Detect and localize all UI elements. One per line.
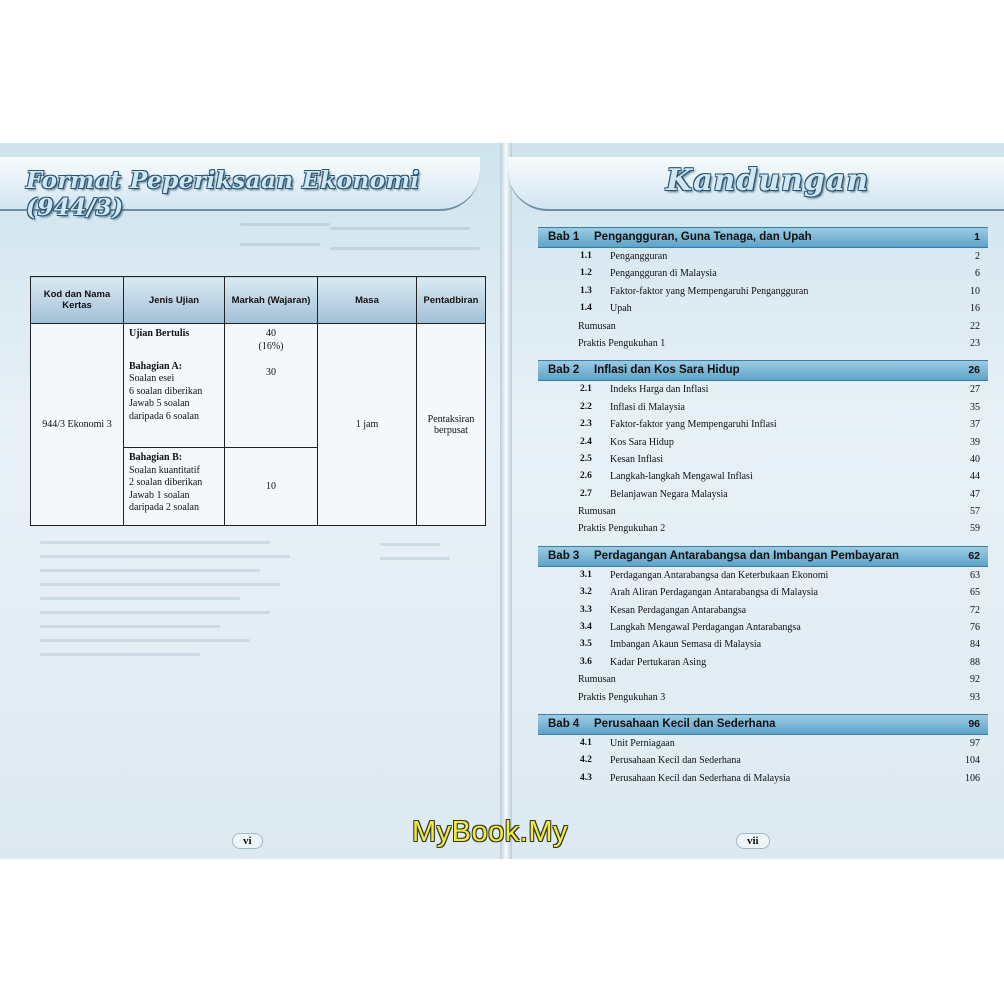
section-number: 4.2 [580, 755, 592, 766]
section-number: 3.1 [580, 569, 592, 580]
section-page: 16 [970, 303, 980, 315]
section-title: Faktor-faktor yang Mempengaruhi Inflasi [610, 419, 777, 431]
section-title: Kesan Inflasi [610, 453, 664, 465]
part-a-title: Bahagian A: [129, 360, 183, 372]
time-cell [318, 324, 417, 526]
toc-row [538, 770, 988, 787]
chapter-title: Perusahaan Kecil dan Sederhana [594, 717, 776, 730]
section-page: 84 [970, 639, 980, 651]
section-page: 44 [970, 471, 980, 483]
practice-title: Praktis Pengukuhan 1 [578, 337, 666, 349]
contents-banner [508, 157, 1004, 211]
toc-row [538, 300, 988, 317]
section-title: Indeks Harga dan Inflasi [610, 384, 709, 396]
exam-time: 1 jam [355, 419, 379, 430]
chapter-page: 62 [968, 549, 980, 562]
chapter-3 [538, 546, 988, 706]
practice-title: Praktis Pengukuhan 2 [578, 523, 666, 535]
section-page: 88 [970, 656, 980, 668]
section-title: Belanjawan Negara Malaysia [610, 488, 728, 500]
section-page: 40 [970, 453, 980, 465]
toc-row [538, 584, 988, 601]
toc-row [538, 636, 988, 653]
summary-page: 57 [970, 506, 980, 518]
section-title: Perusahaan Kecil dan Sederhana [610, 755, 741, 767]
store-watermark: MyBook.My [412, 816, 568, 848]
section-number: 4.1 [580, 737, 592, 748]
toc-row [538, 283, 988, 300]
chapter-page: 26 [968, 364, 980, 377]
chapter-heading [538, 227, 988, 248]
section-title: Kesan Perdagangan Antarabangsa [610, 604, 747, 616]
section-number: 2.4 [580, 436, 592, 447]
paper-code: 944/3 Ekonomi 3 [42, 419, 112, 430]
paper-code-cell [31, 324, 124, 526]
toc-row [538, 381, 988, 398]
section-number: 2.1 [580, 384, 592, 395]
chapter-heading [538, 360, 988, 381]
section-page: 6 [975, 268, 980, 280]
section-number: 2.3 [580, 419, 592, 430]
practice-title: Praktis Pengukuhan 3 [578, 691, 666, 703]
section-number: 1.2 [580, 268, 592, 279]
right-page-number: vii [736, 833, 770, 849]
section-number: 3.2 [580, 587, 592, 598]
exam-format-title: Format Peperiksaan Ekonomi (944/3) [26, 167, 420, 221]
section-number: 3.5 [580, 639, 592, 650]
header-test-type: Jenis Ujian [124, 277, 225, 324]
chapter-page: 1 [974, 231, 980, 243]
section-title: Langkah-langkah Mengawal Inflasi [610, 471, 753, 483]
section-title: Inflasi di Malaysia [610, 401, 685, 413]
header-administration: Pentadbiran [417, 277, 486, 324]
toc-row [538, 671, 988, 688]
practice-page: 93 [970, 691, 980, 703]
toc-row [538, 335, 988, 352]
written-test-title: Ujian Bertulis [129, 328, 190, 339]
chapter-label: Bab 2 [548, 364, 580, 377]
part-a-line: Jawab 5 soalan [129, 398, 190, 409]
summary-title: Rumusan [578, 506, 616, 518]
header-time: Masa [318, 277, 417, 324]
summary-page: 92 [970, 674, 980, 686]
section-title: Upah [610, 303, 632, 315]
written-test-weight: (16%) [258, 340, 284, 352]
summary-title: Rumusan [578, 674, 616, 686]
chapter-heading [538, 714, 988, 735]
left-page [0, 143, 504, 859]
section-number: 1.1 [580, 251, 592, 261]
part-b-marks-cell [225, 448, 318, 526]
section-page: 2 [975, 251, 980, 262]
part-b-title: Bahagian B: [129, 452, 183, 463]
chapter-page: 96 [968, 717, 980, 730]
toc-row [538, 567, 988, 584]
section-page: 63 [970, 569, 980, 581]
chapter-label: Bab 3 [548, 549, 580, 562]
section-number: 4.3 [580, 772, 592, 783]
section-page: 104 [965, 755, 980, 767]
header-code: Kod dan Nama Kertas [31, 277, 124, 324]
chapter-1 [538, 227, 988, 352]
part-a-line: 6 soalan diberikan [129, 385, 203, 397]
chapter-heading [538, 546, 988, 567]
part-a-marks-cell [225, 324, 318, 448]
exam-format-table [30, 276, 486, 526]
section-title: Langkah Mengawal Perdagangan Antarabangsa [610, 622, 801, 634]
chapter-label: Bab 1 [548, 231, 580, 243]
header-marks: Markah (Wajaran) [225, 277, 318, 324]
toc-row [538, 503, 988, 520]
section-title: Perdagangan Antarabangsa dan Keterbukaan Ekonomi [610, 569, 829, 581]
section-page: 35 [970, 401, 980, 413]
section-number: 2.2 [580, 401, 592, 412]
section-number: 2.5 [580, 453, 592, 464]
practice-page: 59 [970, 523, 980, 535]
toc-row [538, 318, 988, 335]
left-page-number: vi [232, 833, 263, 849]
table-of-contents [538, 227, 988, 795]
section-page: 27 [970, 384, 980, 396]
toc-row [538, 520, 988, 537]
toc-row [538, 689, 988, 706]
book-spread [0, 143, 1004, 859]
section-page: 97 [970, 737, 980, 749]
toc-row [538, 654, 988, 671]
chapter-2 [538, 360, 988, 538]
section-title: Arah Aliran Perdagangan Antarabangsa di Malaysia [610, 587, 818, 599]
section-page: 37 [970, 419, 980, 431]
section-number: 3.3 [580, 604, 592, 615]
part-b-line: Jawab 1 soalan [129, 489, 190, 501]
section-page: 106 [965, 772, 980, 784]
part-b-mark: 10 [266, 481, 276, 492]
section-page: 72 [970, 604, 980, 616]
section-number: 3.4 [580, 622, 592, 633]
administration-line: Pentaksiran [427, 413, 475, 425]
chapter-title: Inflasi dan Kos Sara Hidup [594, 364, 740, 377]
toc-row [538, 434, 988, 451]
chapter-title: Perdagangan Antarabangsa dan Imbangan Pembayaran [594, 549, 900, 562]
toc-row [538, 619, 988, 636]
toc-row [538, 416, 988, 433]
part-b-line: 2 soalan diberikan [129, 477, 203, 488]
summary-title: Rumusan [578, 320, 616, 332]
section-title: Kadar Pertukaran Asing [610, 656, 707, 668]
written-test-mark: 40 [266, 328, 276, 339]
section-page: 39 [970, 436, 980, 448]
administration-cell [417, 324, 486, 526]
section-title: Pengangguran di Malaysia [610, 268, 717, 280]
toc-row [538, 248, 988, 265]
chapter-label: Bab 4 [548, 717, 580, 730]
section-number: 2.6 [580, 471, 592, 482]
section-number: 2.7 [580, 488, 592, 499]
toc-row [538, 735, 988, 752]
chapter-title: Pengangguran, Guna Tenaga, dan Upah [594, 231, 812, 243]
part-a-line: daripada 6 soalan [129, 410, 199, 422]
section-page: 10 [970, 285, 980, 297]
toc-row [538, 486, 988, 503]
part-a-mark: 30 [266, 367, 276, 378]
toc-row [538, 451, 988, 468]
section-page: 47 [970, 488, 980, 500]
section-title: Pengangguran [610, 251, 668, 262]
toc-row [538, 602, 988, 619]
section-title: Kos Sara Hidup [610, 436, 674, 448]
chapter-4 [538, 714, 988, 787]
toc-row [538, 468, 988, 485]
toc-row [538, 399, 988, 416]
section-title: Imbangan Akaun Semasa di Malaysia [610, 639, 762, 651]
toc-row [538, 265, 988, 282]
section-number: 1.3 [580, 285, 592, 296]
section-title: Perusahaan Kecil dan Sederhana di Malaysia [610, 772, 791, 784]
part-b-cell [124, 448, 225, 526]
section-page: 65 [970, 587, 980, 599]
part-a-cell [124, 324, 225, 448]
section-page: 76 [970, 622, 980, 634]
section-number: 3.6 [580, 656, 592, 667]
part-b-line: daripada 2 soalan [129, 502, 199, 513]
section-title: Unit Perniagaan [610, 737, 675, 749]
summary-page: 22 [970, 320, 980, 332]
section-title: Faktor-faktor yang Mempengaruhi Pengangguran [610, 285, 809, 297]
section-number: 1.4 [580, 303, 592, 314]
practice-page: 23 [970, 337, 980, 349]
administration-line: berpusat [434, 424, 468, 436]
toc-row [538, 752, 988, 769]
part-b-line: Soalan kuantitatif [129, 464, 200, 476]
part-a-line: Soalan esei [129, 373, 175, 384]
exam-format-banner [0, 157, 480, 221]
contents-title: Kandungan [666, 163, 870, 198]
right-page [508, 143, 1004, 859]
